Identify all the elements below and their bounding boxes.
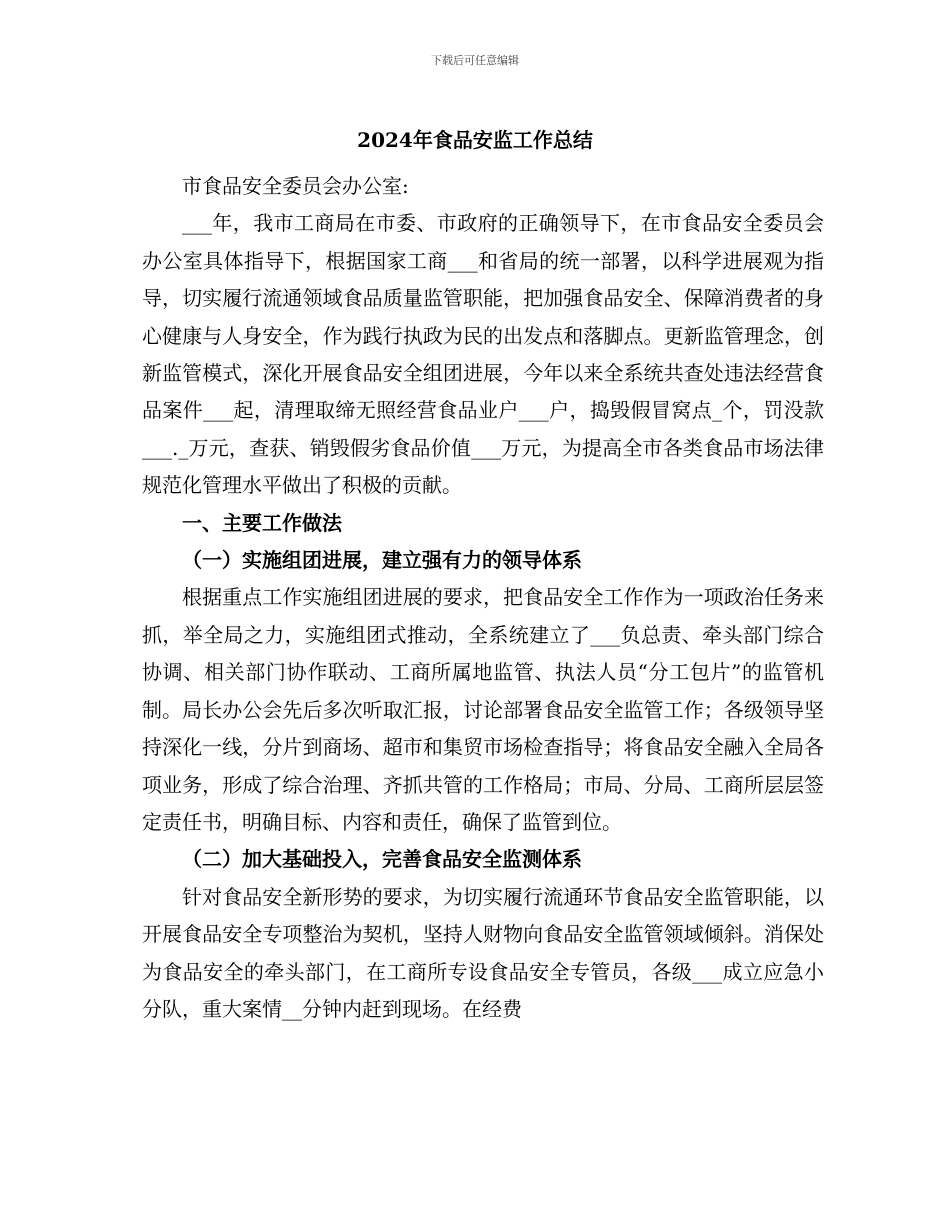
section-heading: 一、主要工作做法 [182, 510, 342, 535]
subsection-heading: （二）加大基础投入，完善食品安全监测体系 [182, 847, 582, 872]
body-paragraph: 针对食品安全新形势的要求，为切实履行流通环节食品安全监管职能，以开展食品安全专项整治为契机，坚持人财物向食品安全监管领域倾斜。消保处为食品安全的牵头部门，在工商所专设食品安全专管员，各级___成立应急小分队，重大案情__分钟内赶到现场。在经费 [142, 884, 824, 1021]
body-paragraph: 根据重点工作实施组团进展的要求，把食品安全工作作为一项政治任务来抓，举全局之力，实施组团式推动，全系统建立了___负总责、牵头部门综合协调、相关部门协作联动、工商所属地监管、执法人员“分工包片”的监管机制。局长办公会先后多次听取汇报，讨论部署食品安全监管工作；各级领导坚持深化一线，分片到商场、超市和集贸市场检查指导；将食品安全融入全局各项业务，形成了综合治理、齐抓共管的工作格局；市局、分局、工商所层层签定责任书，明确目标、内容和责任，确保了监管到位。 [142, 585, 824, 834]
document-body [142, 168, 824, 1028]
document-title: 2024年食品安监工作总结 [357, 128, 593, 152]
intro-paragraph: ___年，我市工商局在市委、市政府的正确领导下，在市食品安全委员会办公室具体指导下，根据国家工商___和省局的统一部署，以科学进展观为指导，切实履行流通领域食品质量监管职能，把加强食品安全、保障消费者的身心健康与人身安全，作为践行执政为民的出发点和落脚点。更新监管理念，创新监管模式，深化开展食品安全组团进展，今年以来全系统共查处违法经营食品案件___起，清理取缔无照经营食品业户___户，捣毁假冒窝点_个，罚没款___._万元，查获、销毁假劣食品价值___万元，为提高全市各类食品市场法律规范化管理水平做出了积极的贡献。 [142, 211, 824, 498]
salutation-paragraph: 市食品安全委员会办公室: [182, 174, 409, 198]
header-note: 下载后可任意编辑 [431, 54, 519, 67]
subsection-heading: （一）实施组团进展，建立强有力的领导体系 [182, 548, 582, 573]
